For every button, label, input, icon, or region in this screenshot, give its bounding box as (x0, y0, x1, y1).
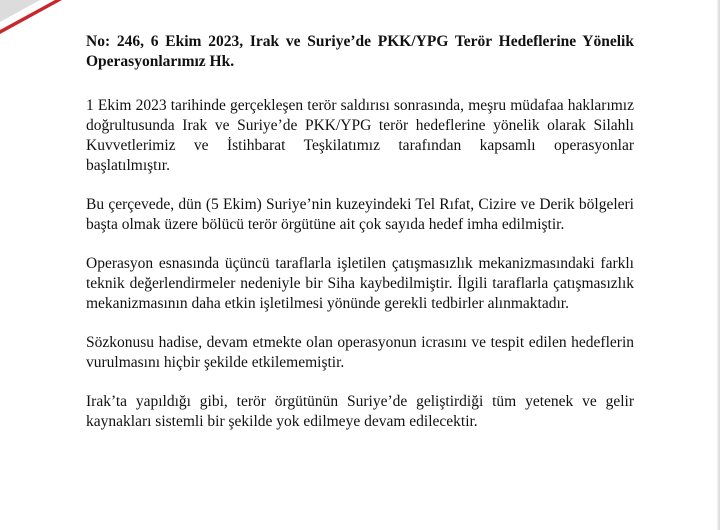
paragraph-uav-lost: Operasyon esnasında üçüncü taraflarla işletilen çatışmasızlık mekanizmasındaki farklı teknik değerlendirmeler nedeniyle bir Siha kaybedilmiştir. İlgili taraflarla çatışmasızlık mekanizmasının daha etkin işletilmesi yönünde gerekli tedbirler alınmaktadır. (86, 255, 634, 312)
corner-ribbon-edge (0, 0, 40, 22)
document-title: No: 246, 6 Ekim 2023, Irak ve Suriye’de PKK/YPG Terör Hedeflerine Yönelik Operasyonlarımız Hk. (86, 33, 634, 70)
paragraph-continuation: Irak’ta yapıldığı gibi, terör örgütünün Suriye’de geliştirdiği tüm yetenek ve gelir kaynakları sistemli bir şekilde yok edilmeye devam edilecektir. (86, 393, 634, 430)
paragraph-operations-started: 1 Ekim 2023 tarihinde gerçekleşen terör saldırısı sonrasında, meşru müdafaa haklarımız doğrultusunda Irak ve Suriye’de PKK/YPG terör hedeflerine yönelik olarak Silahlı Kuvvetlerimiz ve İstihbarat Teşkilatımız tarafından kapsamlı operasyonlar başlatılmıştır. (86, 97, 634, 174)
paragraph-operation-unaffected: Sözkonusu hadise, devam etmekte olan operasyonun icrasını ve tespit edilen hedeflerin vurulmasını hiçbir şekilde etkilememiştir. (86, 334, 634, 371)
document-body (86, 32, 634, 451)
paragraph-targets-destroyed: Bu çerçevede, dün (5 Ekim) Suriye’nin kuzeyindeki Tel Rıfat, Cizire ve Derik bölgeleri başta olmak üzere bölücü terör örgütüne ait çok sayıda hedef imha edilmiştir. (86, 196, 634, 233)
